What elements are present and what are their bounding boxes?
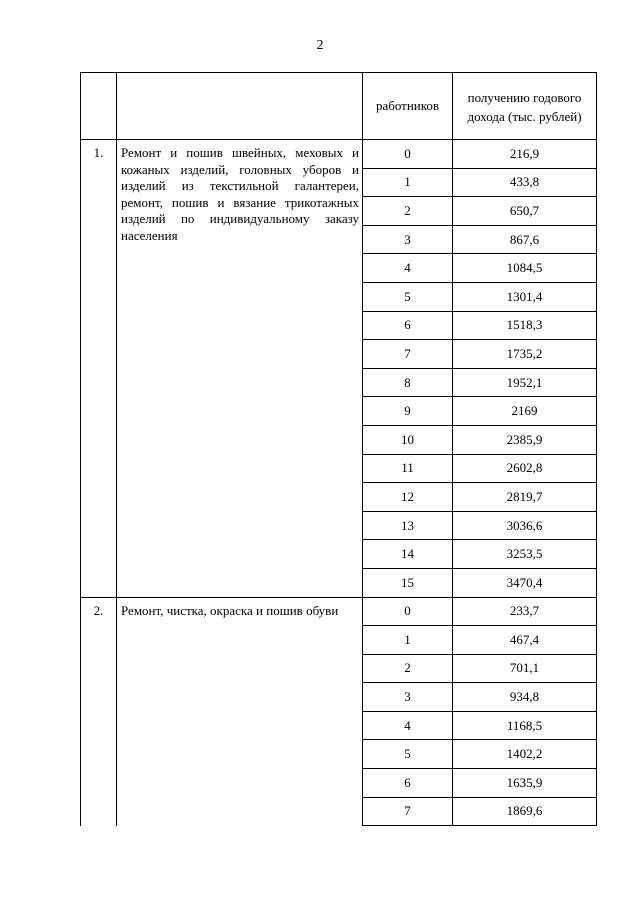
workers-count-cell: 4 [363,254,453,283]
section-index-cell: 2. [81,597,117,826]
header-workers-cell: работников [363,73,453,140]
workers-count-cell: 9 [363,397,453,426]
workers-count-cell: 0 [363,597,453,626]
workers-count-cell: 5 [363,740,453,769]
income-value-cell: 2385,9 [453,425,597,454]
workers-count-cell: 11 [363,454,453,483]
workers-count-cell: 0 [363,140,453,169]
header-name-cell [117,73,363,140]
header-index-cell [81,73,117,140]
income-value-cell: 233,7 [453,597,597,626]
workers-count-cell: 13 [363,511,453,540]
income-value-cell: 467,4 [453,626,597,655]
income-value-cell: 3470,4 [453,568,597,597]
income-value-cell: 3253,5 [453,540,597,569]
workers-count-cell: 1 [363,168,453,197]
income-value-cell: 867,6 [453,225,597,254]
income-value-cell: 1168,5 [453,711,597,740]
income-value-cell: 650,7 [453,197,597,226]
workers-count-cell: 7 [363,797,453,826]
income-value-cell: 1402,2 [453,740,597,769]
income-value-cell: 216,9 [453,140,597,169]
income-value-cell: 1869,6 [453,797,597,826]
workers-count-cell: 6 [363,311,453,340]
table-row [81,597,597,626]
income-value-cell: 701,1 [453,654,597,683]
workers-count-cell: 1 [363,626,453,655]
workers-count-cell: 2 [363,654,453,683]
income-value-cell: 934,8 [453,683,597,712]
workers-count-cell: 3 [363,225,453,254]
workers-count-cell: 15 [363,568,453,597]
workers-count-cell: 7 [363,340,453,369]
income-value-cell: 1518,3 [453,311,597,340]
income-value-cell: 2169 [453,397,597,426]
workers-count-cell: 5 [363,282,453,311]
page-number: 2 [316,38,324,53]
workers-count-cell: 14 [363,540,453,569]
workers-count-cell: 3 [363,683,453,712]
income-value-cell: 2819,7 [453,483,597,512]
income-value-cell: 433,8 [453,168,597,197]
income-value-cell: 1301,4 [453,282,597,311]
income-value-cell: 2602,8 [453,454,597,483]
income-value-cell: 1635,9 [453,769,597,798]
workers-count-cell: 6 [363,769,453,798]
table-row [81,140,597,169]
income-value-cell: 1735,2 [453,340,597,369]
income-table [80,72,597,826]
income-value-cell: 3036,6 [453,511,597,540]
workers-count-cell: 2 [363,197,453,226]
income-value-cell: 1084,5 [453,254,597,283]
workers-count-cell: 10 [363,425,453,454]
header-income-cell: получению годового дохода (тыс. рублей) [453,73,597,140]
section-name-cell: Ремонт, чистка, окраска и пошив обуви [117,597,363,826]
workers-count-cell: 12 [363,483,453,512]
section-index-cell: 1. [81,140,117,598]
workers-count-cell: 8 [363,368,453,397]
workers-count-cell: 4 [363,711,453,740]
income-value-cell: 1952,1 [453,368,597,397]
table-header-row [81,73,597,140]
section-name-cell: Ремонт и пошив швейных, меховых и кожаных изделий, головных уборов и изделий из текстильной галантереи, ремонт, пошив и вязание трикотажных изделий по индивидуальному заказу населения [117,140,363,598]
